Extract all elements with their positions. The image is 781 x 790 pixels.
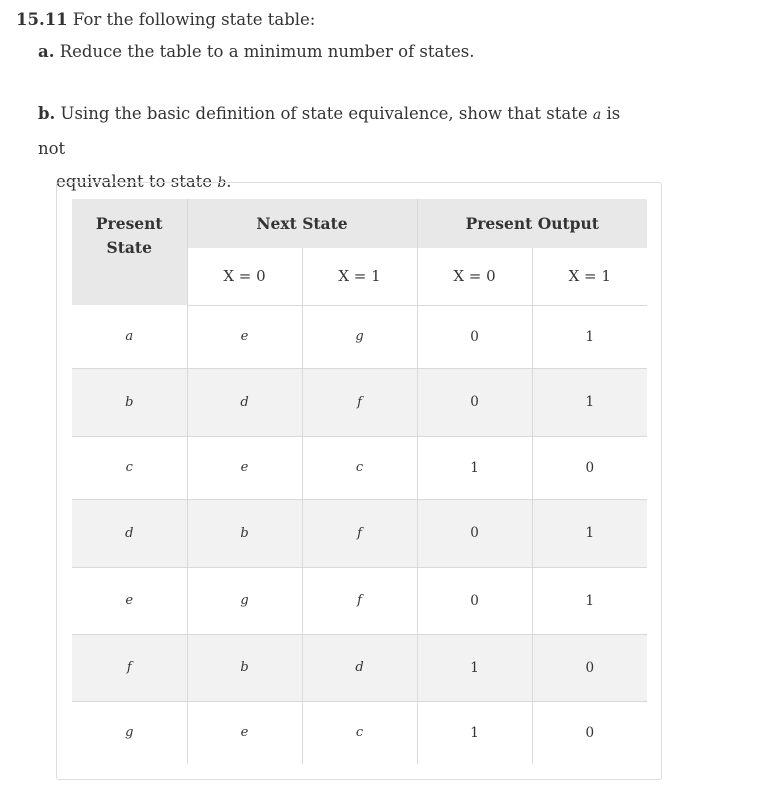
table-row (72, 305, 647, 368)
next-state-x0-cell: b (187, 634, 302, 701)
sub-header-output-x0: X = 0 (417, 248, 532, 305)
header-present-state: Present State (72, 199, 187, 305)
table-row (72, 701, 647, 764)
output-x0-cell: 1 (417, 436, 532, 499)
next-state-x1-cell: d (302, 634, 417, 701)
table-row (72, 436, 647, 499)
part-b-text-2: is not (38, 104, 621, 158)
output-x0-cell: 1 (417, 634, 532, 701)
part-b-text-3: equivalent to state (56, 172, 213, 191)
next-state-x1-cell: f (302, 567, 417, 634)
next-state-x1-cell: c (302, 701, 417, 764)
sub-header-next-x1: X = 1 (302, 248, 417, 305)
output-x0-cell: 0 (417, 368, 532, 436)
header-present-output: Present Output (417, 199, 647, 248)
sub-header-next-x0: X = 0 (187, 248, 302, 305)
problem-heading (16, 9, 315, 31)
output-x1-cell: 1 (532, 368, 647, 436)
next-state-x1-cell: f (302, 499, 417, 567)
state-table (72, 199, 647, 764)
table-row (72, 634, 647, 701)
header-next-state: Next State (187, 199, 417, 248)
output-x0-cell: 0 (417, 567, 532, 634)
output-x0-cell: 0 (417, 499, 532, 567)
next-state-x0-cell: d (187, 368, 302, 436)
output-x0-cell: 0 (417, 305, 532, 368)
state-cell: f (72, 634, 187, 701)
state-cell: c (72, 436, 187, 499)
output-x0-cell: 1 (417, 701, 532, 764)
output-x1-cell: 1 (532, 305, 647, 368)
part-b-state-a: a (592, 107, 602, 123)
output-x1-cell: 0 (532, 634, 647, 701)
next-state-x0-cell: b (187, 499, 302, 567)
next-state-x0-cell: e (187, 701, 302, 764)
table-row (72, 368, 647, 436)
next-state-x0-cell: e (187, 436, 302, 499)
next-state-x0-cell: g (187, 567, 302, 634)
state-cell: a (72, 305, 187, 368)
state-cell: d (72, 499, 187, 567)
part-b-text-1: Using the basic definition of state equivalence, show that state (60, 104, 588, 123)
state-cell: g (125, 725, 134, 741)
part-a-label: a. (38, 42, 55, 61)
output-x1-cell: 1 (532, 567, 647, 634)
part-b-label: b. (38, 104, 56, 123)
table-row (72, 499, 647, 567)
part-b-state-b: b (217, 175, 227, 191)
next-state-x1-cell: g (302, 305, 417, 368)
part-a-text: Reduce the table to a minimum number of states. (59, 42, 475, 61)
part-b-text-4: . (226, 172, 232, 191)
output-x1-cell: 0 (532, 436, 647, 499)
sub-header-output-x1: X = 1 (532, 248, 647, 305)
state-cell: e (72, 567, 187, 634)
output-x1-cell: 1 (532, 499, 647, 567)
next-state-x0-cell: e (187, 305, 302, 368)
next-state-x1-cell: f (302, 368, 417, 436)
output-x1-cell: 0 (532, 701, 647, 764)
problem-intro: For the following state table: (72, 10, 316, 29)
table-row (72, 567, 647, 634)
next-state-x1-cell: c (302, 436, 417, 499)
part-a (38, 41, 474, 63)
state-cell: b (72, 368, 187, 436)
problem-number: 15.11 (16, 10, 68, 29)
